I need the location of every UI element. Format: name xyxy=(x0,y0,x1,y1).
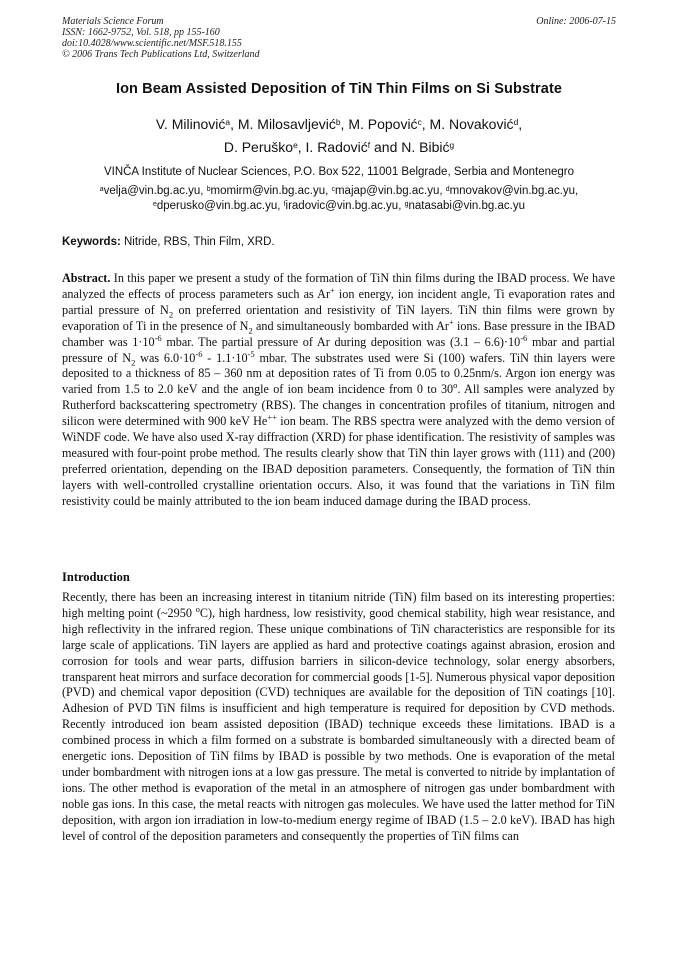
author-sup: d xyxy=(513,116,519,127)
email-link[interactable]: iradovic@vin.bg.ac.yu, xyxy=(285,200,402,212)
superscript: ++ xyxy=(267,412,277,423)
paper-title: Ion Beam Assisted Deposition of TiN Thin Films on Si Substrate xyxy=(115,81,563,97)
author-name: M. Novaković xyxy=(429,116,514,132)
author-sup: a xyxy=(225,116,231,127)
superscript: + xyxy=(448,316,454,327)
author-and: and xyxy=(374,139,398,155)
abstract-text: on preferred orientation and resistivity of TiN layers. TiN thin films were grown by evaporation of Ti in the presence of N xyxy=(62,302,615,333)
email-link[interactable]: natasabi@vin.bg.ac.yu xyxy=(408,200,525,212)
abstract-text: ion beam. The RBS spectra were analyzed with the demo version of WiNDF code. We have also used X-ray diffraction (XRD) for phase identification. The resistivity of samples was measured with four-point probe method. The results clearly show that TiN thin layer grows with (111) and (200) preferred orientation, depending on the IBAD deposition parameters. Consequently, the formation of TiN thin layers with well-controlled crystalline orientation occurs. Also, it was found that the variations in TiN film resistivity could be mainly attributed to the ion beam induced damage during the IBAD process. xyxy=(62,414,615,508)
author-name: N. Bibić xyxy=(401,139,450,155)
subscript: 2 xyxy=(131,356,136,367)
email-line-2 xyxy=(30,200,648,212)
email-link[interactable]: mnovakov@vin.bg.ac.yu, xyxy=(449,185,579,197)
abstract-text: . All samples were analyzed by Rutherford backscattering spectrometry (RBS). The changes in concentration profiles of titanium, nitrogen and silicon were determined with 900 keV He xyxy=(62,382,615,429)
abstract-text: In this paper we present a study of the formation of TiN thin films during the IBAD process. We have analyzed the effects of process parameters such as Ar xyxy=(62,271,615,301)
intro-text: Recently, there has been an increasing interest in titanium nitride (TiN) film based on its interesting properties: high melting point (~2950 xyxy=(62,590,615,620)
email-sup: a xyxy=(99,185,104,193)
issn-line: ISSN: 1662-9752, Vol. 518, pp 155-160 xyxy=(62,27,220,38)
superscript: -6 xyxy=(195,348,203,359)
superscript: -5 xyxy=(247,348,255,359)
keywords-text: Nitride, RBS, Thin Film, XRD. xyxy=(124,236,275,248)
abstract-text: mbar and partial pressure of N xyxy=(62,334,616,365)
author-name: M. Popović xyxy=(348,116,418,132)
subscript: 2 xyxy=(168,309,174,320)
email-link[interactable]: dperusko@vin.bg.ac.yu, xyxy=(156,200,281,212)
abstract xyxy=(62,271,615,510)
journal-name: Materials Science Forum xyxy=(62,16,164,27)
email-sup: d xyxy=(445,185,450,193)
email-sup: f xyxy=(283,200,286,208)
author-sup: e xyxy=(293,139,298,150)
section-heading: Introduction xyxy=(62,570,130,584)
email-link[interactable]: velja@vin.bg.ac.yu, xyxy=(103,185,204,197)
email-link[interactable]: momirm@vin.bg.ac.yu, xyxy=(210,185,329,197)
abstract-text: ions. Base pressure in the IBAD chamber was 1·10 xyxy=(62,318,616,349)
abstract-label: Abstract. xyxy=(62,271,111,285)
author-sup: b xyxy=(335,116,341,127)
superscript: + xyxy=(330,284,335,295)
abstract-text: ion energy, ion incident angle, Ti evaporation rates and partial pressure of N xyxy=(62,286,615,317)
author-line-1: V. Milinović$^a$, M. Milosavljević$^b$, M. Popović$^c$, M. Novaković$^d$, xyxy=(155,116,523,132)
online-date: Online: 2006-07-15 xyxy=(536,16,616,27)
email-sup: b xyxy=(206,185,211,193)
author-name: M. Milosavljević xyxy=(237,116,336,132)
email-sup: c xyxy=(331,185,335,193)
email-sup: g xyxy=(404,200,409,208)
author-name: I. Radović xyxy=(305,139,368,155)
intro-text: C), high hardness, low resistivity, good chemical stability, high wear resistance, and high reflectivity in the infrared region. These unique combinations of TiN characteristics are responsible for its large scale of applications. TiN layers are applied as hard and protective coatings against abrasion, erosion and corrosion for tools and wear parts, diffusion barriers in silicon-device technology, solar energy absorbers, transparent heat mirrors and surface decoration for commercial goods [1-5]. Numerous physical vapor deposition (PVD) and chemical vapor deposition (CVD) techniques are available for the deposition of TiN coatings [10]. Adhesion of PVD TiN films is insufficient and high temperature is required for deposition by CVD methods. Recently introduced ion beam assisted deposition (IBAD) technique exceeds these limitations. IBAD is a combined process in which a film formed on a substrate is bombarded simultaneously with a directed beam of energetic ions. Deposition of TiN films by IBAD is possible by two methods. One is evaporation of the metal under bombardment with nitrogen ions at a low gas pressure. The metal is converted to nitride by implantation of ions. The other method is evaporation of the metal in an atmosphere of nitrogen gas under bombardment with noble gas ions. In this case, the metal reacts with nitrogen gas molecules. We have used the latter method for TiN deposition, with argon ion irradiation in low-to-medium energy regime of IBAD (1.5 – 2.0 keV). IBAD has high level of control of the deposition parameters and consequently the properties of TiN films can xyxy=(62,605,616,843)
email-link[interactable]: majap@vin.bg.ac.yu, xyxy=(334,185,443,197)
abstract-text: mbar. The substrates used were Si (100) wafers. TiN thin layers were deposited to a thickness of 85 – 360 nm at deposition rates of Ti from 0.05 to 0.25nm/s. Argon ion energy was varied from 1.5 to 2.0 keV and the angle of ion beam incidence from 0 to 30 xyxy=(62,350,616,397)
author-sup: f xyxy=(367,139,371,150)
abstract-text: mbar. The partial pressure of Ar during deposition was (3.1 – 6.6)·10 xyxy=(166,334,521,349)
superscript: o xyxy=(453,380,458,391)
author-name: D. Peruško xyxy=(223,139,294,155)
author-sup: g xyxy=(449,139,455,150)
keywords-label: Keywords: xyxy=(62,236,121,248)
introduction-text xyxy=(62,590,615,845)
superscript: o xyxy=(195,603,200,614)
keywords xyxy=(62,236,275,248)
affiliation: VINČA Institute of Nuclear Sciences, P.O. Box 522, 11001 Belgrade, Serbia and Montenegro xyxy=(103,166,575,178)
author-name: V. Milinović xyxy=(155,116,226,132)
superscript: -6 xyxy=(154,332,162,343)
abstract-text: and simultaneously bombarded with Ar xyxy=(255,318,449,333)
author-line-2: D. Peruško$^e$, I. Radović$^f$ and N. Bibić$^g$ xyxy=(223,139,455,155)
abstract-text: - 1.1·10 xyxy=(207,350,248,365)
author-sup: c xyxy=(417,116,422,127)
copyright-line: © 2006 Trans Tech Publications Ltd, Switzerland xyxy=(62,49,260,60)
email-sup: e xyxy=(153,200,157,208)
subscript: 2 xyxy=(248,325,253,336)
email-line-1 xyxy=(30,185,648,197)
abstract-text: was 6.0·10 xyxy=(140,350,196,365)
journal-header xyxy=(62,16,260,60)
superscript: -6 xyxy=(520,332,528,343)
doi-line[interactable]: doi:10.4028/www.scientific.net/MSF.518.155 xyxy=(62,38,242,49)
